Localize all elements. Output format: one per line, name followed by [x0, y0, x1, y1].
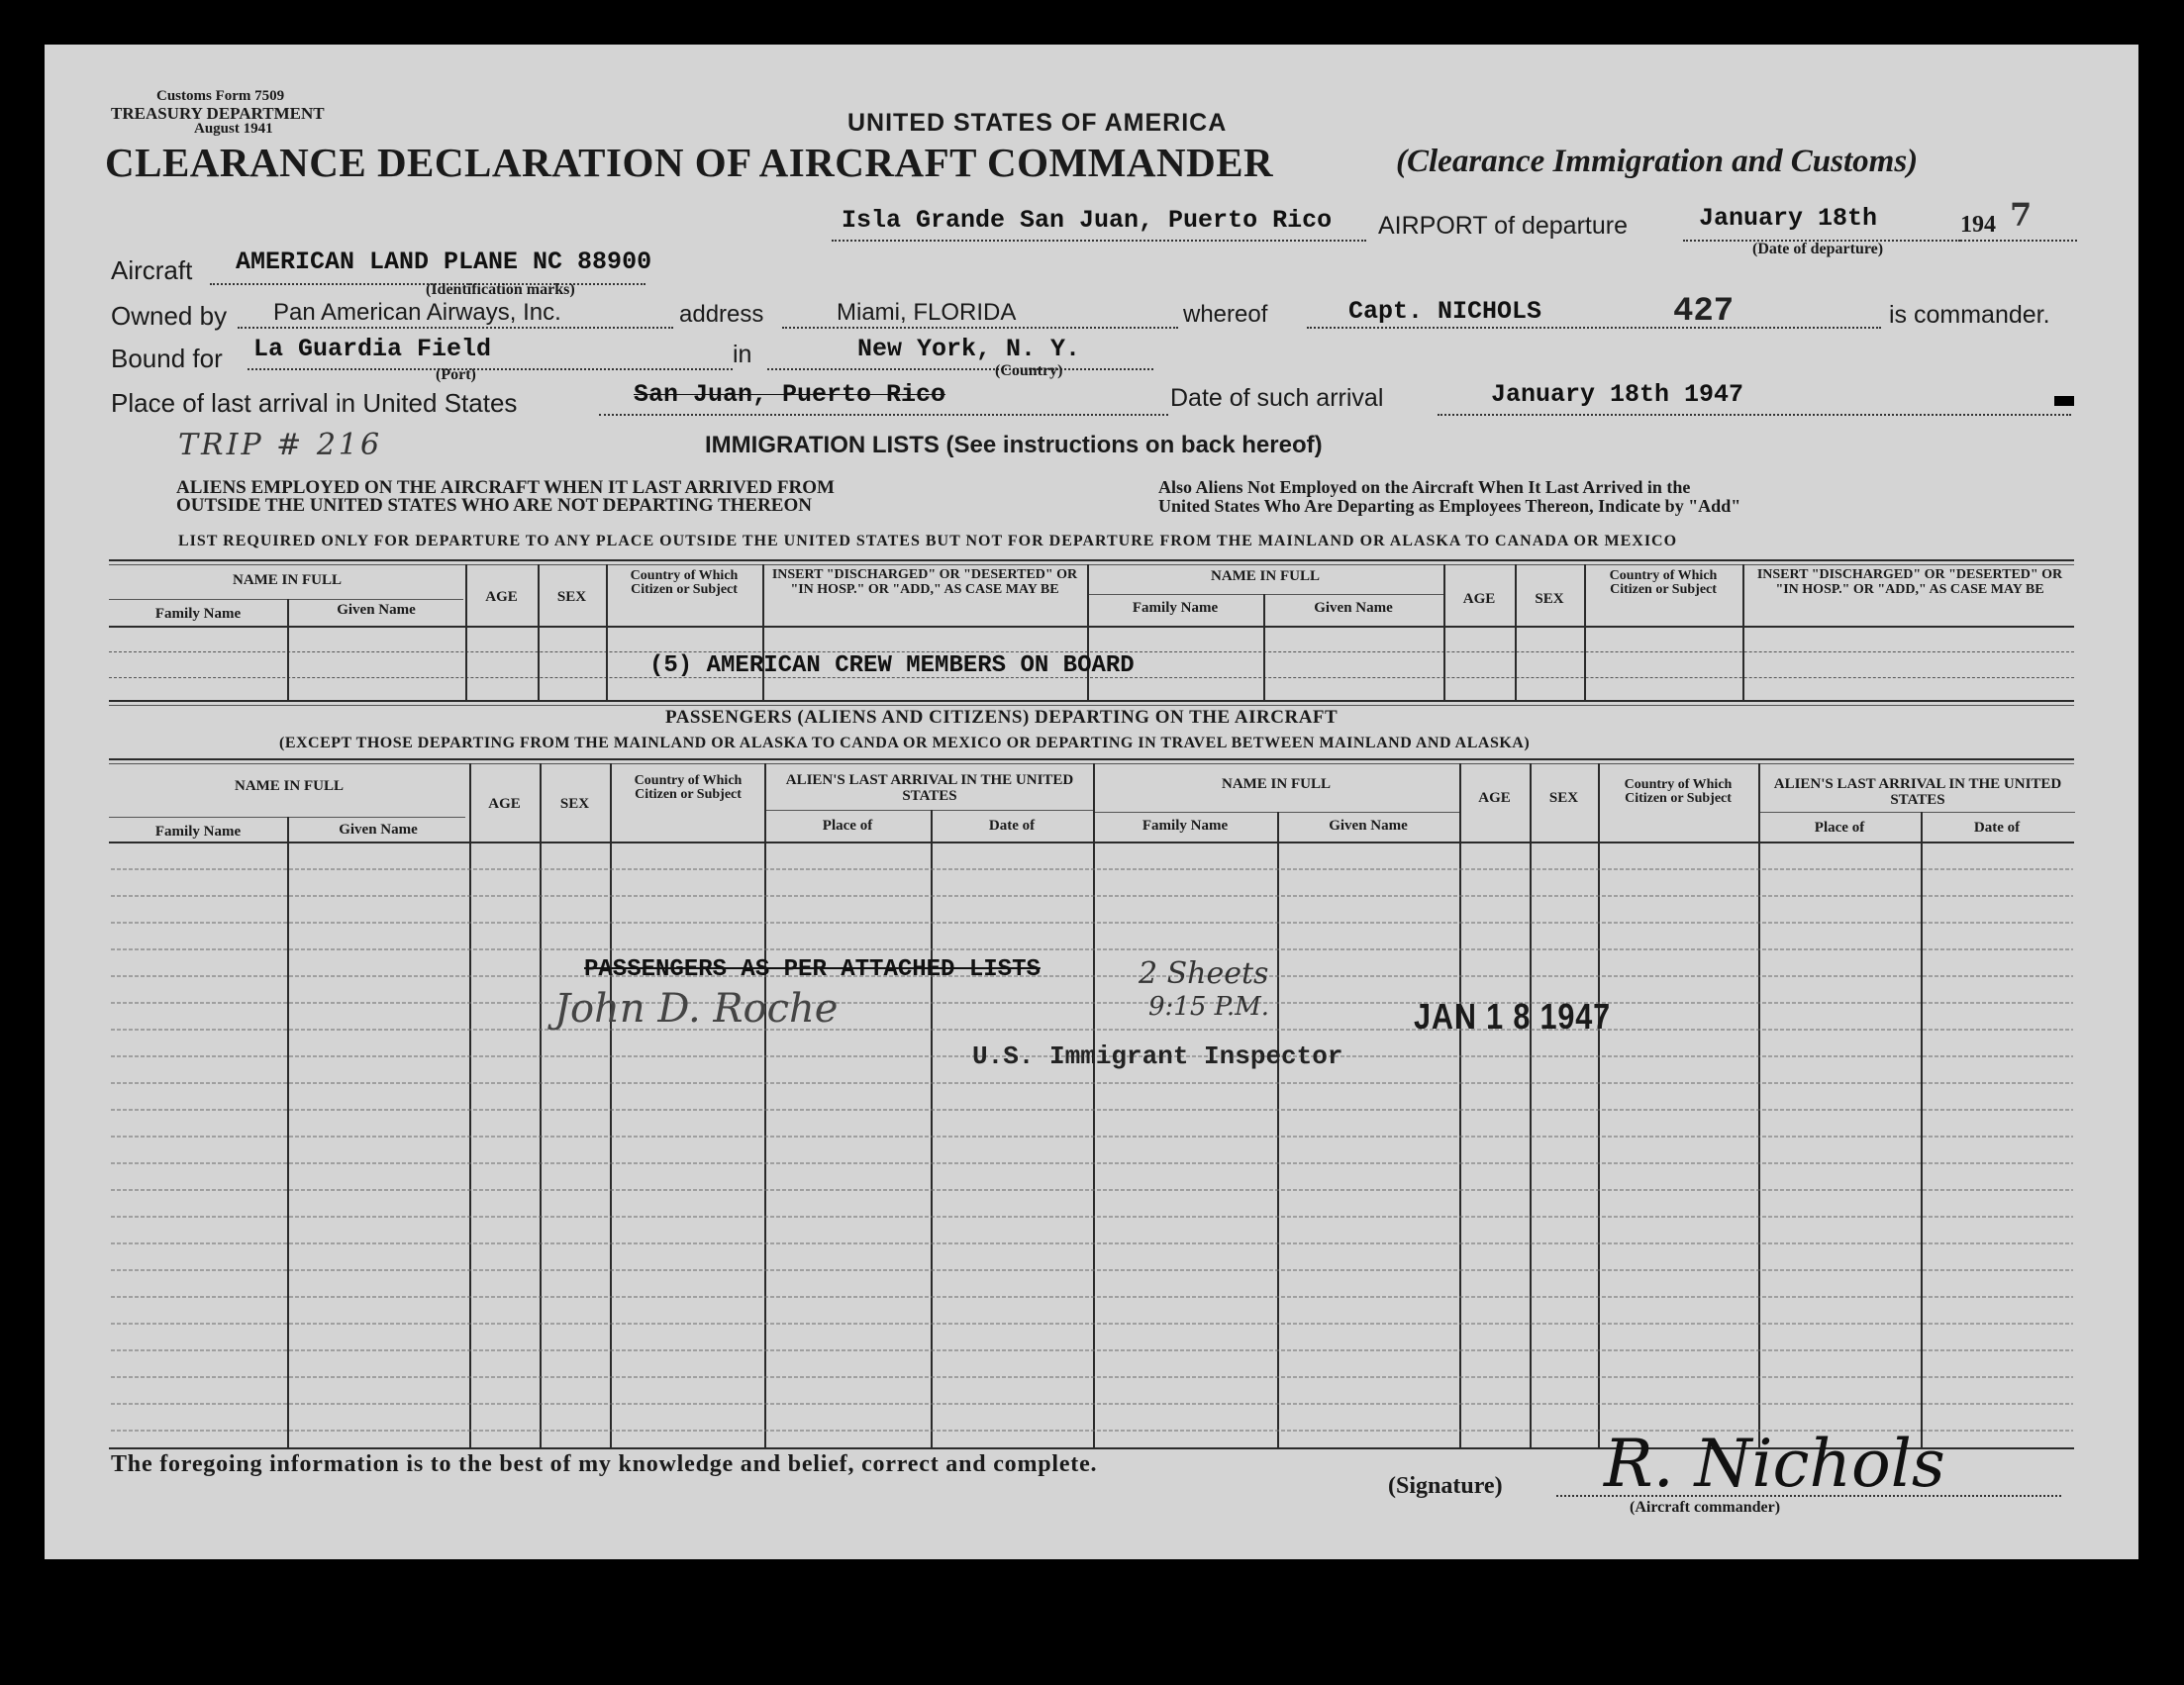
- crew-country-header-right: Country of Which Citizen or Subject: [1609, 568, 1718, 597]
- crew-insert-header-left: INSERT "DISCHARGED" OR "DESERTED" OR "IN HOSP." OR "ADD," AS CASE MAY BE: [771, 567, 1078, 597]
- last-arrival-date: January 18th 1947: [1491, 380, 1744, 409]
- pass-name-header-left: NAME IN FULL: [234, 778, 344, 794]
- crew-right-line1: Also Aliens Not Employed on the Aircraft When It Last Arrived in the: [1158, 477, 1691, 497]
- pass-arrival-header-right: ALIEN'S LAST ARRIVAL IN THE UNITED STATES: [1773, 776, 2062, 808]
- address-label: address: [679, 301, 764, 328]
- crew-right-line2: United States Who Are Departing as Employees Thereon, Indicate by "Add": [1158, 496, 1741, 516]
- form-title: CLEARANCE DECLARATION OF AIRCRAFT COMMANDER: [105, 140, 1274, 185]
- aircraft-caption: (Identification marks): [426, 281, 575, 298]
- departure-date: January 18th: [1699, 204, 1878, 233]
- aircraft-value: AMERICAN LAND PLANE NC 88900: [236, 248, 652, 276]
- owner-label: Owned by: [111, 301, 228, 331]
- footer-statement: The foregoing information is to the best of my knowledge and belief, correct and complete.: [111, 1451, 1098, 1477]
- crew-left-line2: OUTSIDE THE UNITED STATES WHO ARE NOT DEPARTING THEREON: [176, 495, 812, 516]
- crew-sex-header-right: SEX: [1535, 591, 1564, 607]
- form-subtitle: (Clearance Immigration and Customs): [1396, 144, 1919, 179]
- year-prefix: 194: [1960, 212, 1996, 238]
- departure-airport: Isla Grande San Juan, Puerto Rico: [842, 206, 1333, 235]
- signature-label: (Signature): [1388, 1473, 1503, 1499]
- commander-signature: R. Nichols: [1604, 1426, 1945, 1502]
- signature-caption: (Aircraft commander): [1630, 1499, 1781, 1516]
- inspector-title: U.S. Immigrant Inspector: [972, 1041, 1343, 1071]
- year-suffix: 7: [2010, 196, 2033, 234]
- crew-left-line1: ALIENS EMPLOYED ON THE AIRCRAFT WHEN IT LAST ARRIVED FROM: [176, 477, 835, 498]
- inspector-signature: John D. Roche: [554, 986, 839, 1032]
- country-heading: UNITED STATES OF AMERICA: [847, 109, 1228, 137]
- pass-sex-header-right: SEX: [1548, 790, 1579, 806]
- whereof-label: whereof: [1183, 301, 1268, 328]
- time-note: 9:15 P.M.: [1148, 992, 1270, 1022]
- country-value: New York, N. Y.: [857, 335, 1081, 363]
- bound-label: Bound for: [111, 344, 223, 373]
- form-date: August 1941: [194, 121, 273, 137]
- passengers-subheading: (EXCEPT THOSE DEPARTING FROM THE MAINLAND OR ALASKA TO CANDA OR MEXICO OR DEPARTING IN TRAVEL BETWEEN MAINLAND AND ALASKA): [279, 735, 1531, 751]
- crew-age-header-left: AGE: [485, 589, 518, 605]
- date-caption: (Date of departure): [1752, 241, 1884, 257]
- crew-family-header-right: Family Name: [1132, 600, 1219, 616]
- port-value: La Guardia Field: [253, 335, 492, 363]
- pass-age-header-left: AGE: [488, 796, 521, 812]
- arrival-date-label: Date of such arrival: [1170, 384, 1384, 412]
- pass-place-header-left: Place of: [822, 818, 873, 834]
- pass-date-header-left: Date of: [988, 818, 1036, 834]
- in-label: in: [733, 341, 752, 368]
- pass-family-header-right: Family Name: [1142, 818, 1229, 834]
- last-arrival-place: San Juan, Puerto Rico: [634, 380, 946, 409]
- crew-name-header-left: NAME IN FULL: [232, 572, 342, 588]
- trip-note: TRIP # 216: [178, 428, 383, 462]
- airport-label: AIRPORT of departure: [1378, 212, 1628, 240]
- pass-family-header-left: Family Name: [154, 824, 242, 840]
- owner-value: Pan American Airways, Inc.: [273, 299, 561, 326]
- pass-given-header-right: Given Name: [1329, 818, 1408, 834]
- commander-label: is commander.: [1889, 301, 2050, 329]
- crew-insert-header-right: INSERT "DISCHARGED" OR "DESERTED" OR "IN HOSP." OR "ADD," AS CASE MAY BE: [1756, 567, 2063, 597]
- pass-country-header-right: Country of Which Citizen or Subject: [1624, 777, 1733, 806]
- commander-value: Capt. NICHOLS: [1348, 297, 1542, 326]
- pass-age-header-right: AGE: [1478, 790, 1511, 806]
- pass-date-header-right: Date of: [1973, 820, 2021, 836]
- port-caption: (Port): [436, 366, 476, 383]
- list-note: LIST REQUIRED ONLY FOR DEPARTURE TO ANY PLACE OUTSIDE THE UNITED STATES BUT NOT FOR DEPARTURE FROM THE MAINLAND OR ALASKA TO CANADA OR MEXICO: [178, 533, 1678, 549]
- crew-sex-header-left: SEX: [556, 589, 587, 605]
- crew-age-header-right: AGE: [1462, 591, 1496, 607]
- immigration-heading: IMMIGRATION LISTS (See instructions on back hereof): [705, 432, 1323, 458]
- crew-entry: (5) AMERICAN CREW MEMBERS ON BOARD: [649, 652, 1135, 679]
- crew-given-header-right: Given Name: [1314, 600, 1393, 616]
- crew-name-header-right: NAME IN FULL: [1210, 568, 1320, 584]
- date-stamp: JAN 1 8 1947: [1414, 996, 1612, 1037]
- attached-lists-note: PASSENGERS AS PER ATTACHED LISTS: [584, 956, 1041, 983]
- country-caption: (Country): [995, 362, 1063, 379]
- aircraft-label: Aircraft: [111, 255, 193, 285]
- form-number: Customs Form 7509: [156, 88, 285, 104]
- crew-family-header-left: Family Name: [154, 606, 242, 622]
- commander-number: 427: [1673, 293, 1735, 331]
- sheets-note: 2 Sheets: [1139, 956, 1269, 991]
- last-arrival-label: Place of last arrival in United States: [111, 388, 518, 418]
- pass-sex-header-left: SEX: [559, 796, 590, 812]
- crew-given-header-left: Given Name: [337, 602, 416, 618]
- pass-name-header-right: NAME IN FULL: [1221, 776, 1331, 792]
- passengers-heading: PASSENGERS (ALIENS AND CITIZENS) DEPARTING ON THE AIRCRAFT: [665, 707, 1339, 728]
- pass-country-header-left: Country of Which Citizen or Subject: [634, 773, 743, 802]
- crew-country-header-left: Country of Which Citizen or Subject: [630, 568, 739, 597]
- pass-arrival-header-left: ALIEN'S LAST ARRIVAL IN THE UNITED STATES: [785, 772, 1074, 804]
- pass-place-header-right: Place of: [1814, 820, 1865, 836]
- department-name: TREASURY DEPARTMENT: [111, 104, 325, 123]
- pass-given-header-left: Given Name: [339, 822, 418, 838]
- address-value: Miami, FLORIDA: [837, 299, 1017, 326]
